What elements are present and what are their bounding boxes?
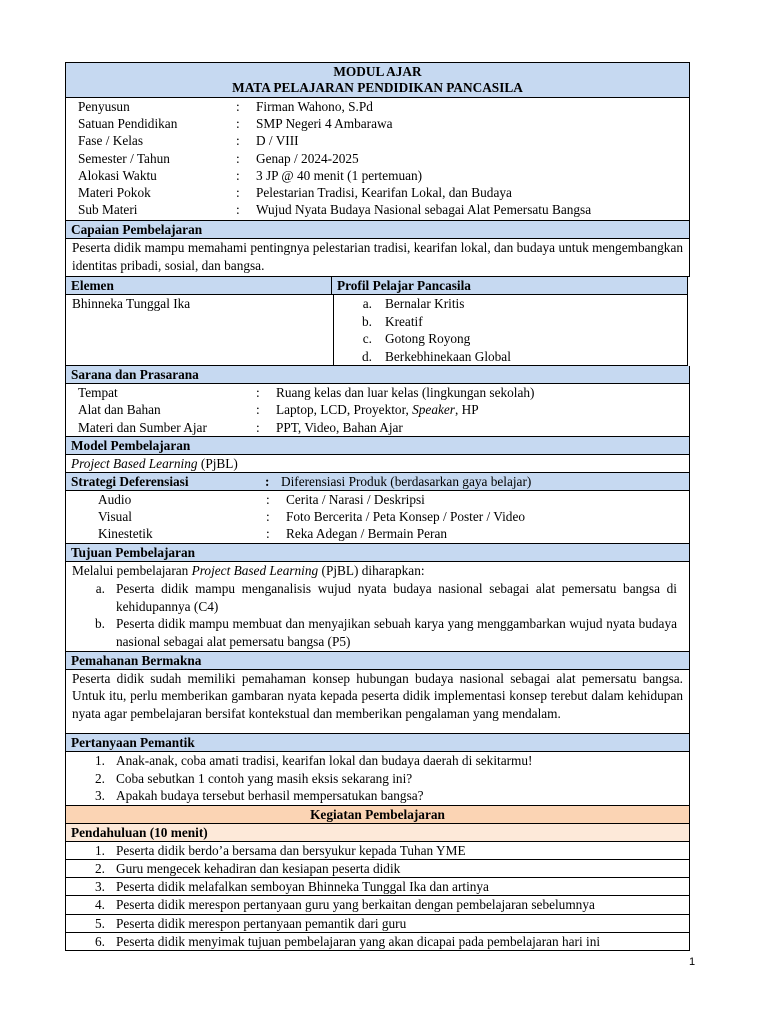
identity-row xyxy=(66,150,689,167)
kegiatan-item xyxy=(66,878,689,896)
tujuan-intro-pre: Melalui pembelajaran xyxy=(72,563,192,579)
strategi-row xyxy=(66,525,689,542)
kegiatan-text: Peserta didik melafalkan semboyan Bhinneka Tunggal Ika dan artinya xyxy=(116,879,489,895)
identity-list xyxy=(66,98,689,220)
identity-colon: : xyxy=(236,150,240,166)
sarana-value-italic: Speaker xyxy=(412,402,455,418)
profil-item-label: Gotong Royong xyxy=(385,331,471,347)
tujuan-text: Peserta didik mampu membuat dan menyajikan sebuah karya yang menggambarkan wujud nyata budaya nasional sebagai alat pemersatu bangsa (P5) xyxy=(116,616,677,649)
elemen-heading: Elemen xyxy=(66,277,332,295)
kegiatan-item xyxy=(66,915,689,933)
tujuan-item xyxy=(66,615,683,650)
identity-value: Wujud Nyata Budaya Nasional sebagai Alat Pemersatu Bangsa xyxy=(256,202,592,218)
model-section xyxy=(65,437,690,545)
profil-list xyxy=(334,295,687,365)
identity-value: D / VIII xyxy=(256,133,299,149)
strategi-value: Foto Bercerita / Peta Konsep / Poster / Video xyxy=(286,509,525,525)
identity-colon: : xyxy=(236,99,240,114)
kegiatan-section xyxy=(65,806,690,951)
identity-section xyxy=(65,62,690,221)
kegiatan-item xyxy=(66,860,689,878)
identity-value: Firman Wahono, S.Pd xyxy=(256,99,373,114)
identity-colon: : xyxy=(236,133,240,149)
kegiatan-marker: 2. xyxy=(95,860,105,876)
model-value xyxy=(66,455,689,473)
pertanyaan-list xyxy=(66,752,689,805)
tujuan-heading: Tujuan Pembelajaran xyxy=(66,543,689,562)
identity-row xyxy=(66,167,689,184)
elemen-header-row xyxy=(66,277,687,295)
tujuan-text: Peserta didik mampu menganalisis wujud nyata budaya nasional sebagai alat pemersatu bangsa di kehidupannya (C4) xyxy=(116,581,677,614)
pertanyaan-heading: Pertanyaan Pemantik xyxy=(66,734,689,752)
pertanyaan-marker: 1. xyxy=(95,752,105,768)
sarana-value: Ruang kelas dan luar kelas (lingkungan sekolah) xyxy=(276,385,535,401)
identity-row xyxy=(66,115,689,132)
strategi-heading-row xyxy=(66,473,689,491)
profil-item xyxy=(334,295,687,313)
identity-label: Semester / Tahun xyxy=(78,150,170,166)
pertanyaan-item xyxy=(66,770,689,788)
strategi-row xyxy=(66,508,689,525)
identity-value: 3 JP @ 40 menit (1 pertemuan) xyxy=(256,167,423,183)
identity-label: Materi Pokok xyxy=(78,184,151,200)
strategi-colon: : xyxy=(265,473,270,489)
pertanyaan-text: Coba sebutkan 1 contoh yang masih eksis sekarang ini? xyxy=(116,770,413,786)
module-document xyxy=(65,62,690,951)
sarana-row xyxy=(66,401,689,418)
kegiatan-text: Peserta didik menyimak tujuan pembelajaran yang akan dicapai pada pembelajaran hari ini xyxy=(116,933,601,949)
strategi-heading: Strategi Deferensiasi xyxy=(71,473,189,489)
pertanyaan-marker: 2. xyxy=(95,770,105,786)
kegiatan-text: Guru mengecek kehadiran dan kesiapan peserta didik xyxy=(116,860,401,876)
kegiatan-item xyxy=(66,933,689,950)
tujuan-intro xyxy=(66,562,689,580)
kegiatan-marker: 4. xyxy=(95,897,105,913)
identity-value: Pelestarian Tradisi, Kearifan Lokal, dan Budaya xyxy=(256,184,512,200)
elemen-value: Bhinneka Tunggal Ika xyxy=(66,295,334,365)
strategi-colon: : xyxy=(266,491,270,507)
profil-item-label: Bernalar Kritis xyxy=(385,295,465,311)
tujuan-intro-italic: Project Based Learning xyxy=(191,563,319,579)
strategi-row xyxy=(66,491,689,508)
sarana-label: Alat dan Bahan xyxy=(78,402,161,418)
profil-item xyxy=(334,348,687,366)
model-value-rest: (PjBL) xyxy=(197,455,238,471)
strategi-label: Kinestetik xyxy=(98,526,153,542)
pemahaman-heading: Pemahanan Bermakna xyxy=(66,652,689,670)
elemen-body-row xyxy=(66,295,687,365)
identity-colon: : xyxy=(236,202,240,218)
title-line-2: MATA PELAJARAN PENDIDIKAN PANCASILA xyxy=(232,80,523,95)
sarana-colon: : xyxy=(256,402,260,418)
page-number: 1 xyxy=(689,956,696,968)
identity-label: Fase / Kelas xyxy=(78,133,143,149)
sarana-section xyxy=(65,366,690,437)
tujuan-intro-post: (PjBL) diharapkan: xyxy=(318,563,425,579)
identity-colon: : xyxy=(236,184,240,200)
module-title xyxy=(66,63,689,98)
pertanyaan-section xyxy=(65,734,690,806)
kegiatan-item xyxy=(66,896,689,914)
identity-label: Penyusun xyxy=(78,99,130,114)
strategi-colon: : xyxy=(266,526,270,542)
pertanyaan-item xyxy=(66,787,689,805)
sarana-label: Tempat xyxy=(78,385,118,401)
elemen-section xyxy=(65,277,688,366)
profil-item-marker: d. xyxy=(362,348,372,364)
identity-colon: : xyxy=(236,116,240,132)
identity-label: Sub Materi xyxy=(78,202,138,218)
sarana-label: Materi dan Sumber Ajar xyxy=(78,419,207,435)
identity-row xyxy=(66,98,689,115)
identity-value: SMP Negeri 4 Ambarawa xyxy=(256,116,393,132)
profil-item-label: Kreatif xyxy=(385,313,423,329)
model-heading: Model Pembelajaran xyxy=(66,437,689,455)
strategi-label: Visual xyxy=(98,509,132,525)
identity-value: Genap / 2024-2025 xyxy=(256,150,359,166)
sarana-value xyxy=(276,401,689,418)
profil-heading: Profil Pelajar Pancasila xyxy=(332,277,687,295)
profil-item xyxy=(334,313,687,331)
strategi-value: Reka Adegan / Bermain Peran xyxy=(286,526,447,542)
strategi-label: Audio xyxy=(98,491,132,507)
title-line-1: MODUL AJAR xyxy=(333,64,422,79)
sarana-colon: : xyxy=(256,385,260,401)
capaian-heading: Capaian Pembelajaran xyxy=(66,221,689,239)
pemahaman-text: Peserta didik sudah memiliki pemahaman konsep hubungan budaya nasional sebagai alat pemersatu bangsa. Untuk itu, perlu memberikan gambaran nyata kepada peserta didik implementasi konsep terebut dalam kehidupan nyata agar pembelajaran bersifat kontekstual dan memberikan pengalaman yang mendalam. xyxy=(72,670,683,722)
tujuan-section xyxy=(65,543,690,651)
profil-item xyxy=(334,330,687,348)
pertanyaan-marker: 3. xyxy=(95,788,105,804)
kegiatan-marker: 6. xyxy=(95,933,105,949)
kegiatan-text: Peserta didik merespon pertanyaan pemantik dari guru xyxy=(116,915,407,931)
pertanyaan-item xyxy=(66,752,689,770)
kegiatan-marker: 1. xyxy=(95,842,105,858)
sarana-value-part: Laptop, LCD, Proyektor, xyxy=(276,402,413,418)
tujuan-marker: a. xyxy=(95,581,105,597)
pertanyaan-text: Apakah budaya tersebut berhasil mempersatukan bangsa? xyxy=(116,788,424,804)
sarana-row xyxy=(66,419,689,436)
kegiatan-marker: 5. xyxy=(95,915,105,931)
sarana-value: PPT, Video, Bahan Ajar xyxy=(276,419,403,435)
profil-item-marker: b. xyxy=(362,313,372,329)
profil-item-marker: a. xyxy=(362,295,372,311)
kegiatan-marker: 3. xyxy=(95,879,105,895)
tujuan-item xyxy=(66,580,683,615)
sarana-value-part: , HP xyxy=(454,402,479,418)
pertanyaan-text: Anak-anak, coba amati tradisi, kearifan lokal dan budaya daerah di sekitarmu! xyxy=(116,752,533,768)
strategi-list xyxy=(66,491,689,544)
pendahuluan-heading: Pendahuluan (10 menit) xyxy=(66,824,689,842)
sarana-list xyxy=(66,384,689,436)
strategi-value: Cerita / Narasi / Deskripsi xyxy=(286,491,425,507)
profil-item-marker: c. xyxy=(362,331,372,347)
sarana-heading: Sarana dan Prasarana xyxy=(66,366,689,384)
capaian-section xyxy=(65,221,690,277)
identity-label: Alokasi Waktu xyxy=(78,167,157,183)
identity-colon: : xyxy=(236,167,240,183)
identity-row xyxy=(66,201,689,218)
sarana-colon: : xyxy=(256,419,260,435)
model-value-italic: Project Based Learning xyxy=(71,455,198,471)
kegiatan-text: Peserta didik merespon pertanyaan guru yang berkaitan dengan pembelajaran sebelumnya xyxy=(116,897,595,913)
profil-item-label: Berkebhinekaan Global xyxy=(385,348,511,364)
kegiatan-list xyxy=(66,842,689,950)
identity-row xyxy=(66,184,689,201)
strategi-heading-value: Diferensiasi Produk (berdasarkan gaya belajar) xyxy=(281,473,532,489)
strategi-colon: : xyxy=(266,509,270,525)
pemahaman-section xyxy=(65,652,690,734)
sarana-row xyxy=(66,384,689,401)
identity-row xyxy=(66,132,689,149)
kegiatan-text: Peserta didik berdo’a bersama dan bersyukur kepada Tuhan YME xyxy=(116,842,466,858)
kegiatan-heading: Kegiatan Pembelajaran xyxy=(66,806,689,824)
kegiatan-item xyxy=(66,842,689,860)
tujuan-marker: b. xyxy=(95,616,105,632)
identity-label: Satuan Pendidikan xyxy=(78,116,178,132)
capaian-text: Peserta didik mampu memahami pentingnya pelestarian tradisi, kearifan lokal, dan budaya untuk mengembangkan identitas pribadi, sosial, dan bangsa. xyxy=(72,240,683,274)
tujuan-list xyxy=(66,580,689,650)
